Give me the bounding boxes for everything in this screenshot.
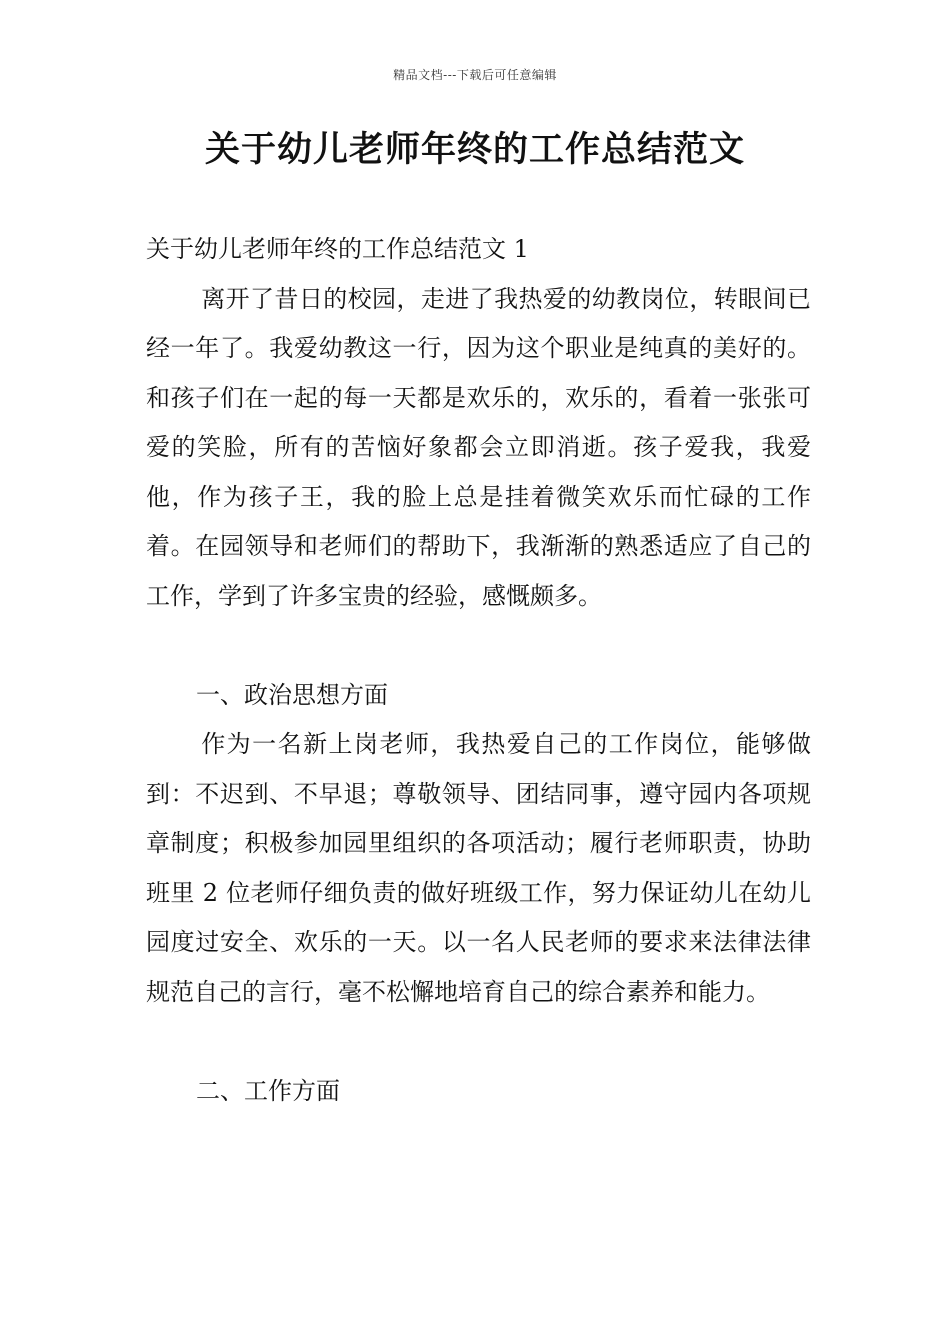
paragraph-intro: 离开了昔日的校园，走进了我热爱的幼教岗位，转眼间已经一年了。我爱幼教这一行，因为这个职业是纯真的美好的。和孩子们在一起的每一天都是欢乐的，欢乐的，看着一张张可爱的笑脸，所有的苦恼好象都会立即消逝。孩子爱我，我爱他，作为孩子王，我的脸上总是挂着微笑欢乐而忙碌的工作着。在园领导和老师们的帮助下，我渐渐的熟悉适应了自己的工作，学到了许多宝贵的经验，感慨颇多。 (146, 284, 811, 610)
header-note: 精品文档---下载后可任意编辑 (393, 68, 557, 82)
blank-line (146, 621, 811, 671)
blank-line (146, 1017, 811, 1067)
section-subtitle: 关于幼儿老师年终的工作总结范文 1 (146, 235, 529, 263)
heading-work: 二、工作方面 (196, 1076, 340, 1105)
heading-political-thought: 一、政治思想方面 (196, 680, 388, 709)
document-body (146, 225, 811, 1116)
document-title: 关于幼儿老师年终的工作总结范文 (204, 130, 745, 170)
paragraph-political-thought: 作为一名新上岗老师，我热爱自己的工作岗位，能够做到：不迟到、不早退；尊敬领导、团结同事，遵守园内各项规章制度；积极参加园里组织的各项活动；履行老师职责，协助班里 2 位老师仔细负责的做好班级工作，努力保证幼儿在幼儿园度过安全、欢乐的一天。以一名人民老师的要求来法律法律规范自己的言行，毫不松懈地培育自己的综合素养和能力。 (146, 730, 811, 1006)
